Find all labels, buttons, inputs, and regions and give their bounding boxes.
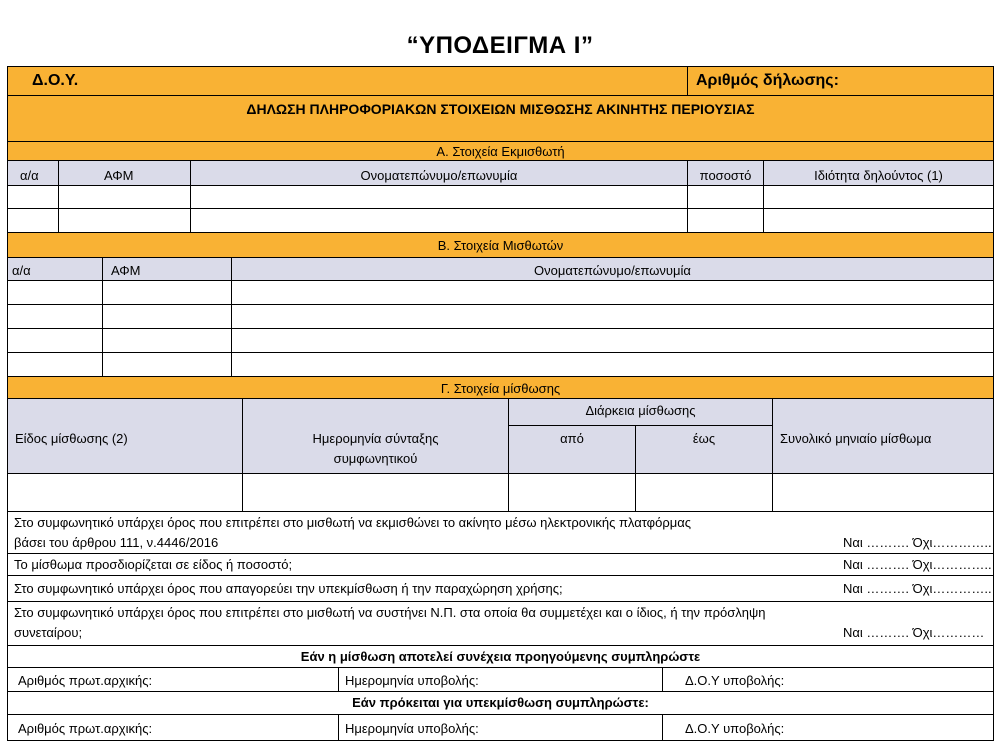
contract-date-label-1: Ημερομηνία σύνταξης [312, 431, 439, 446]
continuation-doy[interactable] [662, 667, 994, 692]
from-header [508, 425, 636, 474]
b-row3-afm[interactable] [102, 328, 232, 353]
contract-date-header [242, 398, 509, 474]
form-title: ΔΗΛΩΣΗ ΠΛΗΡΟΦΟΡΙΑΚΩΝ ΣΤΟΙΧΕΙΩΝ ΜΙΣΘΩΣΗΣ ΑΚΙΝΗΤΗΣ ΠΕΡΙΟΥΣΙΑΣ [246, 101, 755, 117]
a-row2-name[interactable] [190, 208, 688, 233]
continuation-date-label: Ημερομηνία υποβολής: [345, 673, 479, 688]
col-capacity [763, 160, 994, 186]
question-3-text: Στο συμφωνητικό υπάρχει όρος που απαγορεύει την υπεκμίσθωση ή την παραχώρηση χρήσης; [14, 581, 563, 596]
question-1-text: Στο συμφωνητικό υπάρχει όρος που επιτρέπει στο μισθωτή να εκμισθώνει το ακίνητο μέσω ηλεκτρονικής πλατφόρμας [14, 515, 692, 530]
col-afm [58, 160, 191, 186]
lease-type-header [7, 398, 243, 474]
col-aa [7, 160, 59, 186]
b-col-afm [102, 257, 232, 281]
question-1[interactable] [7, 511, 994, 554]
sublease-doy-label: Δ.Ο.Υ υποβολής: [685, 721, 785, 736]
lease-type-label: Είδος μίσθωσης (2) [15, 431, 128, 446]
c-contract-date-input[interactable] [242, 473, 509, 512]
continuation-header [7, 645, 994, 668]
b-row2-aa[interactable] [7, 304, 103, 329]
c-to-input[interactable] [635, 473, 773, 512]
doy-label: Δ.Ο.Υ. [32, 72, 79, 89]
b-col-name-label: Ονοματεπώνυμο/επωνυμία [534, 263, 691, 278]
b-row1-name[interactable] [231, 280, 994, 305]
b-row3-aa[interactable] [7, 328, 103, 353]
section-a-title: Α. Στοιχεία Εκμισθωτή [436, 144, 565, 159]
col-name-label: Ονοματεπώνυμο/επωνυμία [360, 168, 518, 183]
b-row2-afm[interactable] [102, 304, 232, 329]
col-afm-label: ΑΦΜ [104, 168, 134, 183]
col-aa-label: α/α [20, 168, 39, 183]
section-a-header [7, 141, 994, 161]
section-b-title: Β. Στοιχεία Μισθωτών [437, 238, 564, 253]
continuation-protocol-label: Αριθμός πρωτ.αρχικής: [18, 673, 153, 688]
col-name [190, 160, 688, 186]
a-row1-percent[interactable] [687, 185, 764, 209]
b-row4-name[interactable] [231, 352, 994, 377]
question-2-answer[interactable]: Ναι ………. Όχι………….. [843, 557, 992, 572]
b-col-afm-label: ΑΦΜ [111, 263, 141, 278]
b-row1-afm[interactable] [102, 280, 232, 305]
b-row4-aa[interactable] [7, 352, 103, 377]
b-col-aa-label: α/α [12, 263, 31, 278]
continuation-title: Εάν η μίσθωση αποτελεί συνέχεια προηγούμενης συμπληρώστε [300, 649, 701, 664]
question-4-text-2: συνεταίρου; [14, 625, 83, 640]
continuation-protocol[interactable] [7, 667, 339, 692]
b-row3-name[interactable] [231, 328, 994, 353]
section-c-header [7, 376, 994, 399]
col-capacity-label: Ιδιότητα δηλούντος (1) [814, 168, 943, 183]
col-percent-label: ποσοστό [699, 168, 752, 183]
b-col-aa [7, 257, 103, 281]
question-2-text: Το μίσθωμα προσδιορίζεται σε είδος ή ποσοστό; [14, 557, 293, 572]
section-c-title: Γ. Στοιχεία μίσθωσης [440, 381, 561, 396]
question-4-text: Στο συμφωνητικό υπάρχει όρος που επιτρέπει στο μισθωτή να συστήνει Ν.Π. στα οποία θα συμμετέχει και ο ίδιος, ή την πρόσληψη [14, 605, 766, 620]
section-b-header [7, 232, 994, 258]
c-lease-type-input[interactable] [7, 473, 243, 512]
declaration-number-cell[interactable] [687, 66, 994, 96]
to-header [635, 425, 773, 474]
sublease-date[interactable] [338, 714, 663, 741]
c-from-input[interactable] [508, 473, 636, 512]
continuation-date[interactable] [338, 667, 663, 692]
form-title-cell [7, 95, 994, 142]
to-label: έως [692, 431, 716, 446]
document-title: “ΥΠΟΔΕΙΓΜΑ Ι” [406, 32, 594, 59]
a-row1-capacity[interactable] [763, 185, 994, 209]
question-1-answer[interactable]: Ναι ………. Όχι………….. [843, 535, 992, 550]
b-row1-aa[interactable] [7, 280, 103, 305]
duration-label: Διάρκεια μίσθωσης [585, 403, 696, 418]
a-row1-name[interactable] [190, 185, 688, 209]
sublease-protocol-label: Αριθμός πρωτ.αρχικής: [18, 721, 153, 736]
a-row1-aa[interactable] [7, 185, 59, 209]
monthly-rent-header [772, 398, 994, 474]
continuation-doy-label: Δ.Ο.Υ υποβολής: [685, 673, 785, 688]
question-3[interactable] [7, 575, 994, 602]
sublease-title: Εάν πρόκειται για υπεκμίσθωση συμπληρώστε: [352, 695, 649, 710]
a-row2-afm[interactable] [58, 208, 191, 233]
sublease-doy[interactable] [662, 714, 994, 741]
contract-date-label-2: συμφωνητικού [333, 451, 418, 466]
b-col-name [231, 257, 994, 281]
question-2[interactable] [7, 553, 994, 576]
doy-cell[interactable] [7, 66, 688, 96]
b-row4-afm[interactable] [102, 352, 232, 377]
sublease-protocol[interactable] [7, 714, 339, 741]
from-label: από [560, 431, 584, 446]
b-row2-name[interactable] [231, 304, 994, 329]
declaration-number-label: Αριθμός δήλωσης: [696, 72, 839, 89]
monthly-rent-label: Συνολικό μηνιαίο μίσθωμα [780, 431, 932, 446]
sublease-header [7, 691, 994, 715]
a-row2-aa[interactable] [7, 208, 59, 233]
question-4[interactable] [7, 601, 994, 646]
c-monthly-rent-input[interactable] [772, 473, 994, 512]
question-3-answer[interactable]: Ναι ………. Όχι………….. [843, 581, 992, 596]
duration-header [508, 398, 773, 426]
question-1-text-2: βάσει του άρθρου 111, ν.4446/2016 [14, 535, 219, 550]
a-row2-percent[interactable] [687, 208, 764, 233]
sublease-date-label: Ημερομηνία υποβολής: [345, 721, 479, 736]
col-percent [687, 160, 764, 186]
a-row1-afm[interactable] [58, 185, 191, 209]
a-row2-capacity[interactable] [763, 208, 994, 233]
question-4-answer[interactable]: Ναι ………. Όχι………… [843, 625, 985, 640]
